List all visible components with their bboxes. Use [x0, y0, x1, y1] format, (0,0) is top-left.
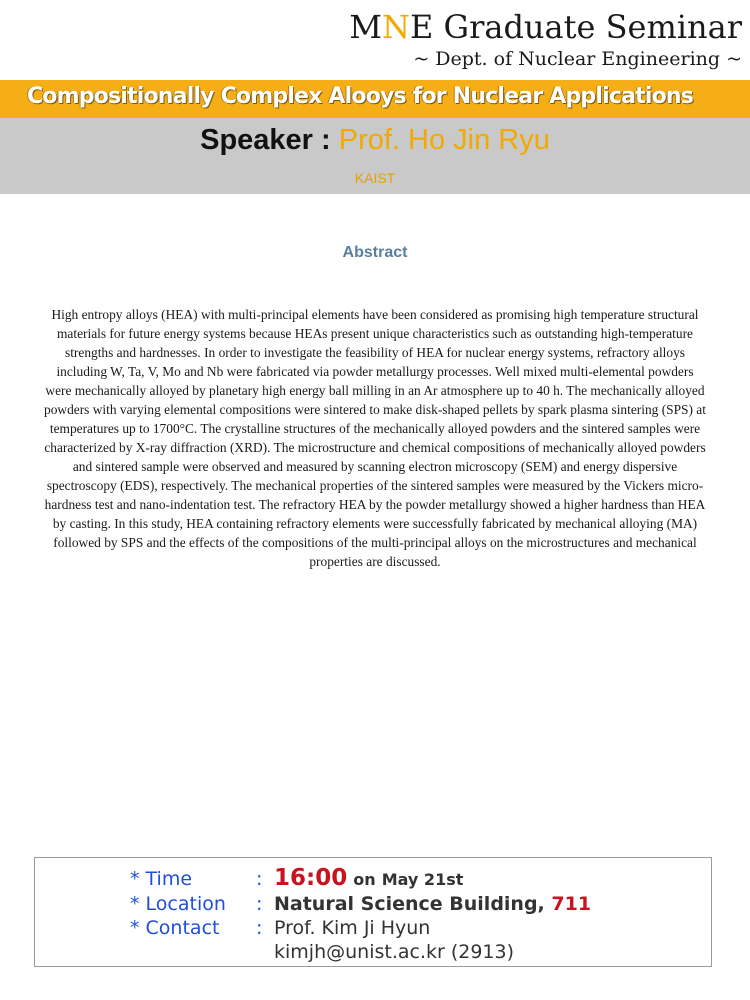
event-info: [130, 866, 591, 964]
location-row: [130, 892, 591, 916]
date-value: May 21st: [381, 870, 464, 889]
contact-name: Prof. Kim Ji Hyun: [274, 917, 431, 939]
speaker-label: Speaker :: [200, 124, 339, 156]
event-info-box: [34, 857, 712, 967]
time-label: * Time: [130, 868, 193, 890]
speaker-name: Prof. Ho Jin Ryu: [338, 124, 550, 156]
title-letter-n: N: [381, 8, 410, 46]
abstract-heading: Abstract: [342, 244, 408, 261]
title-letter-e: E: [409, 8, 434, 46]
time-value: 16:00: [274, 865, 348, 891]
speaker-affiliation: KAIST: [354, 170, 396, 186]
talk-title: Compositionally Complex Alooys for Nuclear Applications: [26, 84, 694, 109]
title-letter-m: M: [349, 8, 382, 46]
location-label: * Location: [130, 893, 226, 915]
seminar-header: [349, 6, 742, 72]
location-value: Natural Science Building,: [274, 893, 552, 915]
seminar-title: [349, 6, 742, 48]
title-rest: Graduate Seminar: [433, 8, 742, 46]
location-colon: :: [256, 893, 263, 915]
contact-colon: :: [256, 917, 263, 939]
department-subtitle: ~ Dept. of Nuclear Engineering ~: [413, 48, 742, 70]
contact-email: kimjh@unist.ac.kr (2913): [274, 941, 515, 963]
time-row: [130, 866, 591, 892]
speaker-line: [0, 124, 750, 157]
contact-row: [130, 916, 591, 940]
time-on: on: [353, 870, 376, 889]
contact-label: * Contact: [130, 917, 220, 939]
abstract-text: High entropy alloys (HEA) with multi-principal elements have been considered as promising high temperature structural materials for future energy systems because HEAs present unique characteristics such as outstanding high-temperature strengths and hardnesses. In order to investigate the feasibility of HEA for nuclear energy systems, refractory alloys including W, Ta, V, Mo and Nb were fabricated via powder metallurgy processes. Well mixed multi-elemental powders were mechanically alloyed by planetary high energy ball milling in an Ar atmosphere up to 40 h. The mechanically alloyed powders with varying elemental compositions were sintered to make disk-shaped pellets by spark plasma sintering (SPS) at temperatures up to 1700°C. The crystalline structures of the mechanically alloyed powders and the sintered samples were characterized by X-ray diffraction (XRD). The microstructure and chemical compositions of mechanically alloyed powders and sintered sample were observed and measured by scanning electron microscopy (SEM) and energy dispersive spectroscopy (EDS), respectively. The mechanical properties of the sintered samples were measured by the Vickers micro-hardness test and nano-indentation test. The refractory HEA by the powder metallurgy showed a higher hardness than HEA by casting. In this study, HEA containing refractory elements were successfully fabricated by mechanical alloying (MA) followed by SPS and the effects of the compositions of the multi-principal alloys on the microstructures and mechanical properties are discussed.: [44, 307, 706, 569]
room-number: 711: [551, 893, 592, 915]
time-colon: :: [256, 868, 263, 890]
